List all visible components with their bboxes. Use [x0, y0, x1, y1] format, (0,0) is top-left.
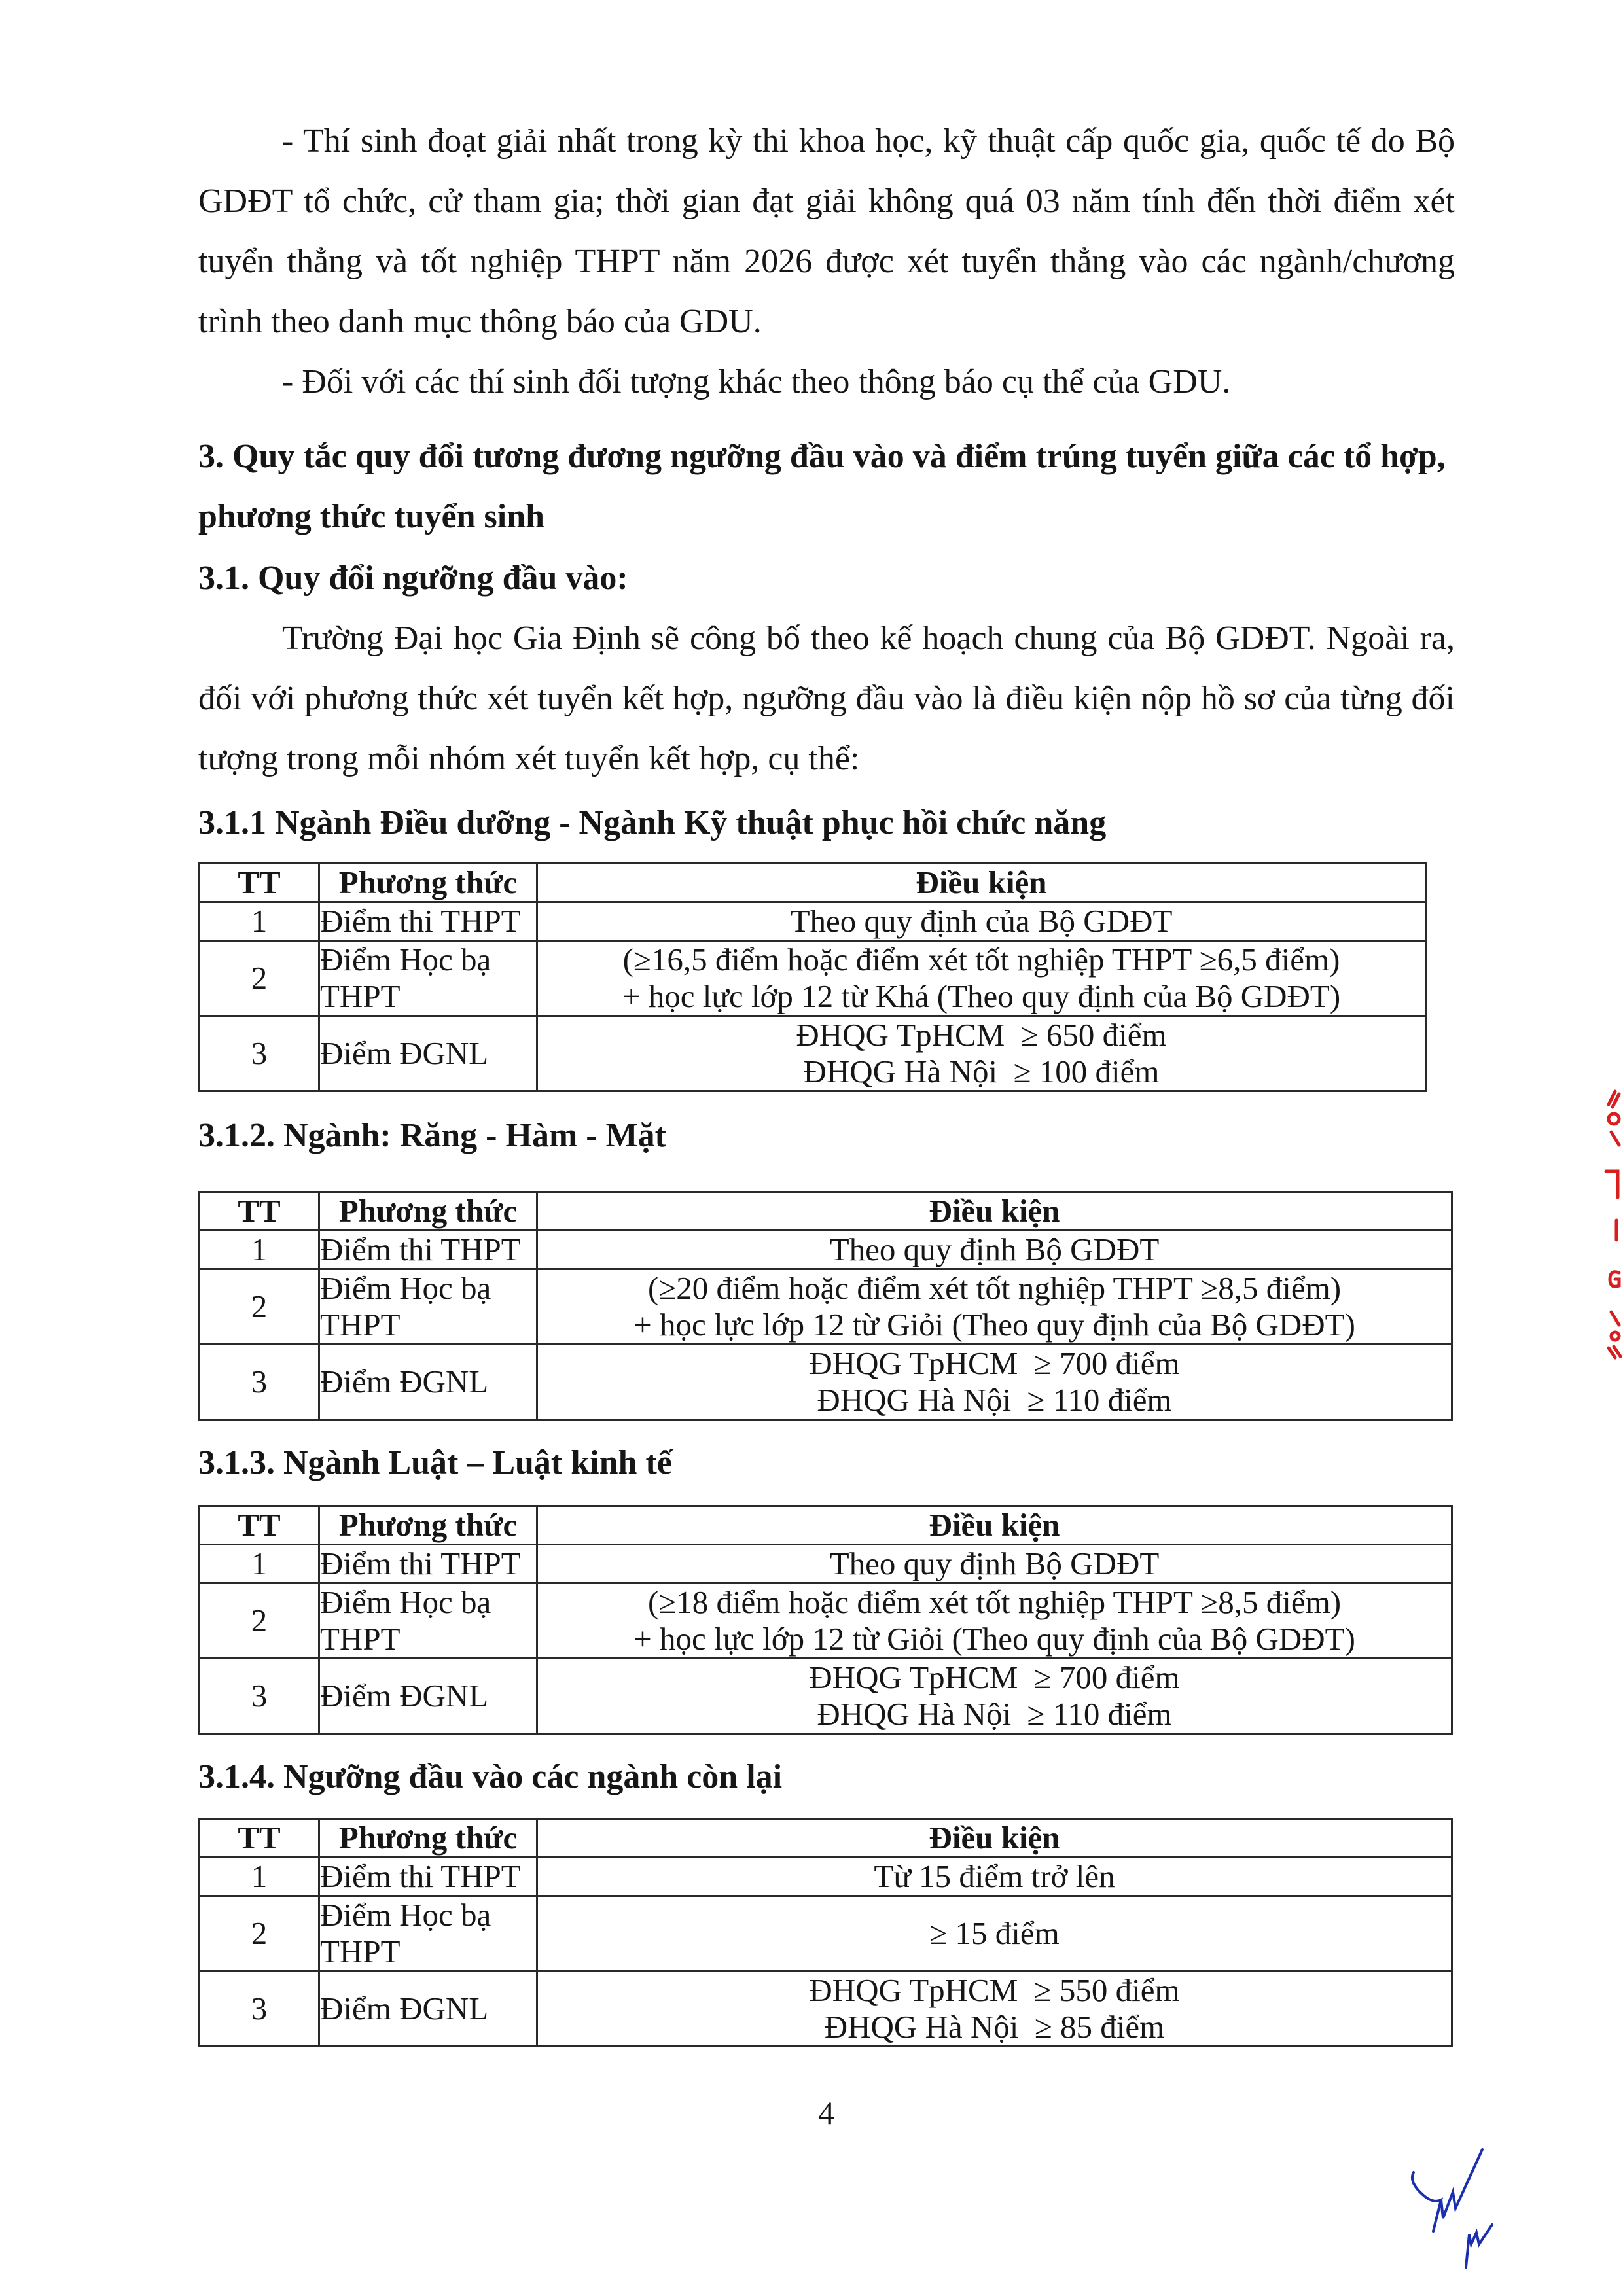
table-row [200, 1345, 1452, 1420]
header-method: Phương thức [319, 1192, 537, 1231]
cell-condition [537, 1659, 1452, 1734]
paragraph-other-students [198, 352, 1455, 412]
cell-tt: 3 [200, 1659, 319, 1734]
cell-condition [537, 1269, 1452, 1345]
paragraph-award-students [198, 111, 1455, 352]
signature-icon [1394, 2146, 1564, 2277]
condition-line: + học lực lớp 12 từ Khá (Theo quy định của Bộ GDĐT) [622, 978, 1341, 1014]
cell-method: Điểm ĐGNL [319, 1345, 537, 1420]
condition-line: Từ 15 điểm trở lên [874, 1858, 1115, 1894]
cell-tt: 3 [200, 1345, 319, 1420]
table-row [200, 1231, 1452, 1269]
header-condition: Điều kiện [537, 1192, 1452, 1231]
condition-line: Theo quy định Bộ GDĐT [829, 1231, 1160, 1267]
cell-tt: 2 [200, 1583, 319, 1659]
section-3-heading [198, 427, 1446, 547]
condition-line: + học lực lớp 12 từ Giỏi (Theo quy định của Bộ GDĐT) [633, 1621, 1355, 1657]
table-row [200, 1896, 1452, 1971]
header-method: Phương thức [319, 1506, 537, 1545]
cell-method: Điểm Học bạ THPT [319, 1269, 537, 1345]
cell-method: Điểm thi THPT [319, 1858, 537, 1896]
table-row [200, 941, 1426, 1016]
header-tt: TT [200, 864, 319, 902]
heading-line: phương thức tuyển sinh [198, 498, 545, 535]
table-row [200, 1971, 1452, 2047]
section-3-1-heading: 3.1. Quy đổi ngưỡng đầu vào: [198, 559, 628, 597]
threshold-table-law [198, 1505, 1453, 1735]
cell-condition [537, 1545, 1452, 1583]
cell-tt: 3 [200, 1016, 319, 1091]
header-condition: Điều kiện [537, 1819, 1452, 1858]
cell-condition [537, 1858, 1452, 1896]
condition-line: Theo quy định Bộ GDĐT [829, 1545, 1160, 1581]
section-3-1-3-heading: 3.1.3. Ngành Luật – Luật kinh tế [198, 1444, 672, 1481]
cell-method: Điểm thi THPT [319, 1545, 537, 1583]
header-tt: TT [200, 1192, 319, 1231]
section-3-1-4-heading: 3.1.4. Ngưỡng đầu vào các ngành còn lại [198, 1758, 783, 1795]
paragraph-text: - Đối với các thí sinh đối tượng khác theo thông báo cụ thể của GDU. [282, 363, 1231, 400]
table-header-row [200, 1506, 1452, 1545]
table-row [200, 1858, 1452, 1896]
header-tt: TT [200, 1506, 319, 1545]
cell-method: Điểm Học bạ THPT [319, 1583, 537, 1659]
section-3-1-1-heading: 3.1.1 Ngành Điều dưỡng - Ngành Kỹ thuật phục hồi chức năng [198, 804, 1107, 841]
threshold-table-other-majors [198, 1818, 1453, 2047]
cell-tt: 2 [200, 941, 319, 1016]
cell-condition [537, 1896, 1452, 1971]
cell-tt: 3 [200, 1971, 319, 2047]
table-header-row [200, 1819, 1452, 1858]
table-row [200, 902, 1426, 941]
page-number: 4 [818, 2094, 834, 2131]
cell-method: Điểm Học bạ THPT [319, 941, 537, 1016]
header-tt: TT [200, 1819, 319, 1858]
condition-line: (≥18 điểm hoặc điểm xét tốt nghiệp THPT ≥8,5 điểm) [647, 1584, 1342, 1620]
cell-tt: 1 [200, 902, 319, 941]
condition-line: ĐHQG Hà Nội ≥ 85 điểm [824, 2009, 1165, 2045]
condition-line: ĐHQG TpHCM ≥ 650 điểm [796, 1017, 1167, 1053]
cell-tt: 2 [200, 1896, 319, 1971]
threshold-table-nursing [198, 862, 1427, 1092]
cell-condition [537, 1583, 1452, 1659]
cell-method: Điểm Học bạ THPT [319, 1896, 537, 1971]
table-row [200, 1659, 1452, 1734]
cell-method: Điểm thi THPT [319, 902, 537, 941]
cell-condition [537, 941, 1426, 1016]
table-header-row [200, 1192, 1452, 1231]
header-method: Phương thức [319, 1819, 537, 1858]
paragraph-text: Trường Đại học Gia Định sẽ công bố theo kế hoạch chung của Bộ GDĐT. Ngoài ra, đối với phương thức xét tuyển kết hợp, ngưỡng đầu vào là điều kiện nộp hồ sơ của từng đối tượng trong mỗi nhóm xét tuyển kết hợp, cụ thể: [198, 620, 1455, 777]
paragraph-text: - Thí sinh đoạt giải nhất trong kỳ thi khoa học, kỹ thuật cấp quốc gia, quốc tế do Bộ GDĐT tổ chức, cử tham gia; thời gian đạt giải không quá 03 năm tính đến thời điểm xét tuyển thẳng và tốt nghiệp THPT năm 2026 được xét tuyển thẳng vào các ngành/chương trình theo danh mục thông báo của GDU. [198, 122, 1455, 340]
cell-condition [537, 1971, 1452, 2047]
condition-line: ĐHQG TpHCM ≥ 700 điểm [809, 1659, 1180, 1695]
table-row [200, 1016, 1426, 1091]
table-row [200, 1269, 1452, 1345]
condition-line: Theo quy định của Bộ GDĐT [790, 903, 1173, 939]
condition-line: ĐHQG Hà Nội ≥ 100 điểm [803, 1053, 1160, 1089]
condition-line: ĐHQG Hà Nội ≥ 110 điểm [817, 1696, 1172, 1732]
header-condition: Điều kiện [537, 864, 1426, 902]
cell-condition [537, 1345, 1452, 1420]
cell-method: Điểm thi THPT [319, 1231, 537, 1269]
section-3-1-2-heading: 3.1.2. Ngành: Răng - Hàm - Mặt [198, 1117, 666, 1154]
table-row [200, 1545, 1452, 1583]
cell-tt: 1 [200, 1231, 319, 1269]
condition-line: (≥20 điểm hoặc điểm xét tốt nghiệp THPT ≥8,5 điểm) [647, 1270, 1342, 1306]
cell-tt: 1 [200, 1858, 319, 1896]
red-stamp-fragment-icon [1597, 1086, 1623, 1361]
condition-line: ≥ 15 điểm [929, 1915, 1060, 1951]
paragraph-intro [198, 609, 1455, 789]
table-header-row [200, 864, 1426, 902]
cell-tt: 2 [200, 1269, 319, 1345]
cell-condition [537, 1016, 1426, 1091]
condition-line: ĐHQG TpHCM ≥ 550 điểm [809, 1972, 1180, 2008]
condition-line: ĐHQG Hà Nội ≥ 110 điểm [817, 1382, 1172, 1418]
table-row [200, 1583, 1452, 1659]
condition-line: ĐHQG TpHCM ≥ 700 điểm [809, 1345, 1180, 1381]
condition-line: + học lực lớp 12 từ Giỏi (Theo quy định của Bộ GDĐT) [633, 1307, 1355, 1343]
cell-method: Điểm ĐGNL [319, 1016, 537, 1091]
cell-method: Điểm ĐGNL [319, 1971, 537, 2047]
heading-line: 3. Quy tắc quy đổi tương đương ngưỡng đầu vào và điểm trúng tuyển giữa các tổ hợp, [198, 438, 1446, 475]
header-method: Phương thức [319, 864, 537, 902]
cell-method: Điểm ĐGNL [319, 1659, 537, 1734]
header-condition: Điều kiện [537, 1506, 1452, 1545]
threshold-table-dentistry [198, 1191, 1453, 1421]
condition-line: (≥16,5 điểm hoặc điểm xét tốt nghiệp THPT ≥6,5 điểm) [622, 942, 1340, 978]
cell-tt: 1 [200, 1545, 319, 1583]
cell-condition [537, 902, 1426, 941]
cell-condition [537, 1231, 1452, 1269]
